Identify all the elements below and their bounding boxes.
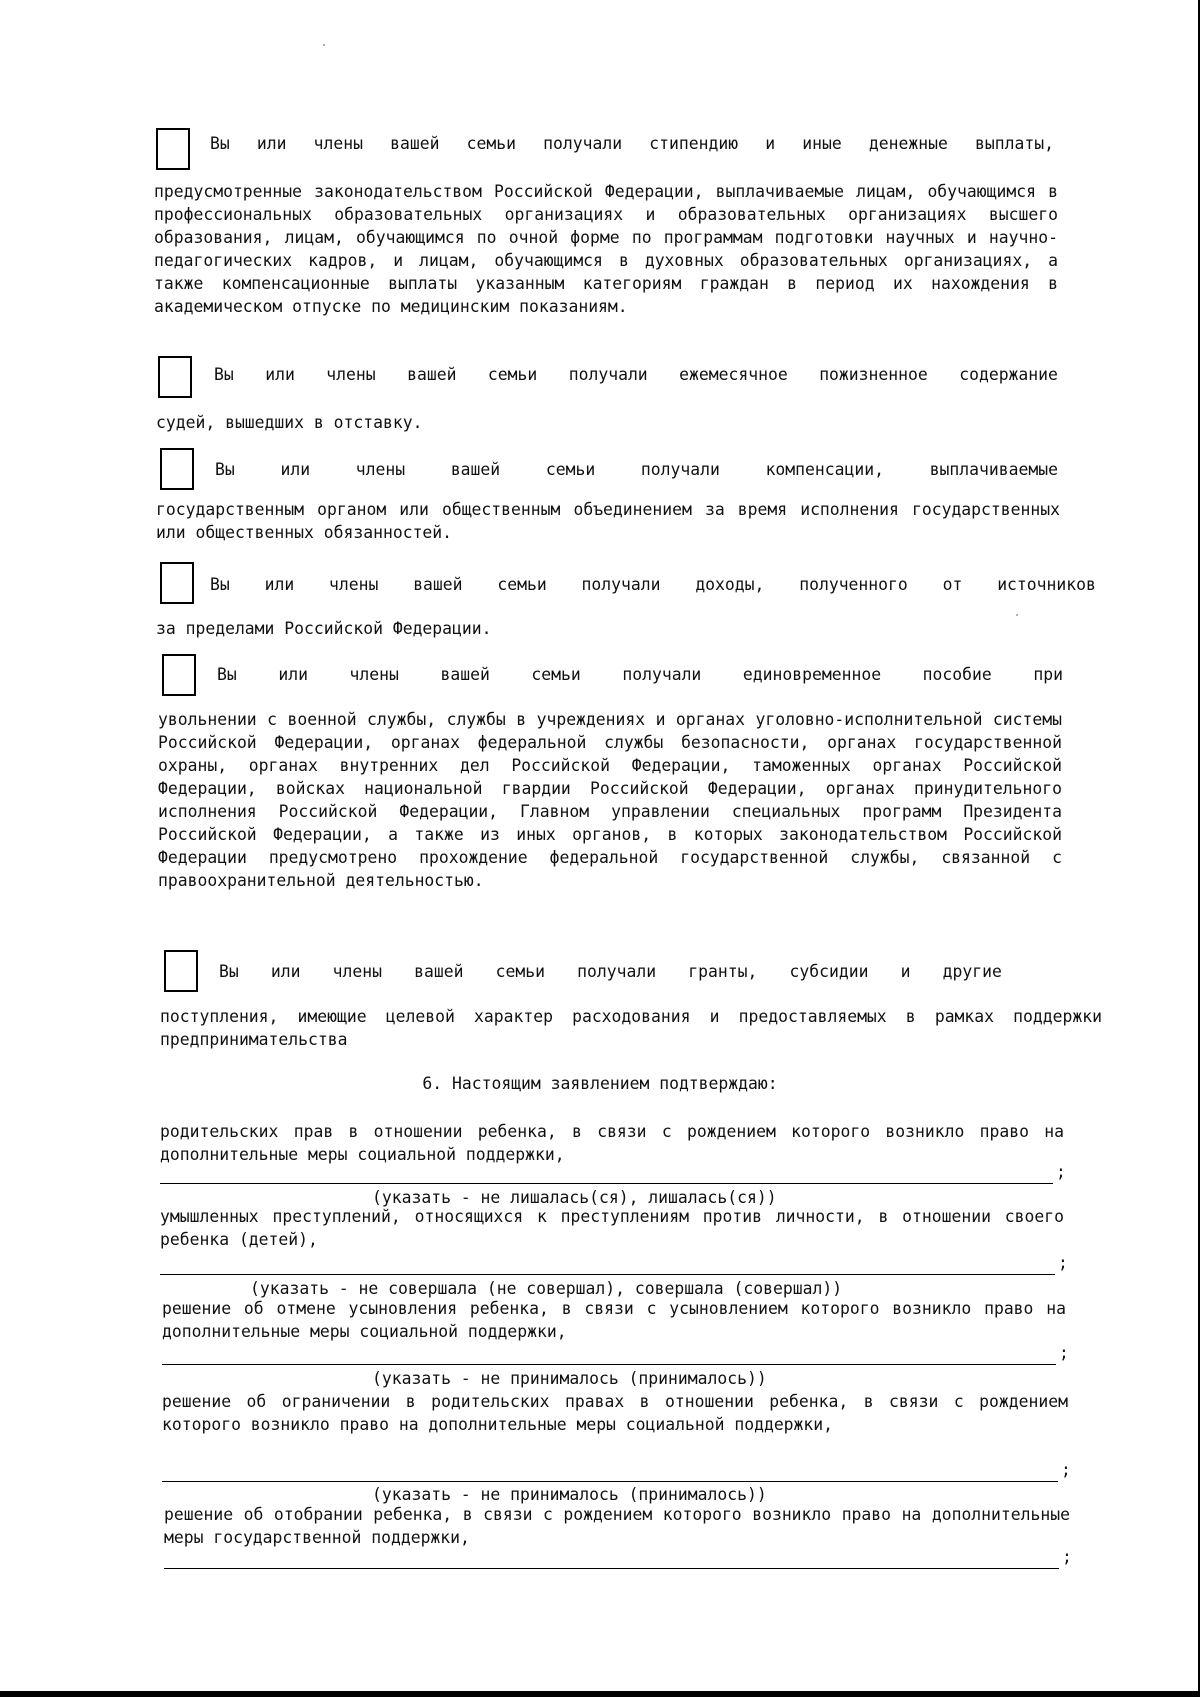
confirmation-5-end: ; <box>1062 1547 1072 1566</box>
scan-speck <box>1016 614 1018 616</box>
confirmation-3-hint: (указать - не принималось (принималось)) <box>372 1369 767 1388</box>
checkbox-duty-compensation[interactable] <box>160 448 194 490</box>
confirmation-3-input-line[interactable] <box>162 1364 1056 1365</box>
item-5-text: увольнении с военной службы, службы в учреждениях и органах уголовно-исполнительной системы Российской Федерации, органах федеральной службы безопасности, органах государственной охраны, органах внутренних дел Российской Федерации, таможенных органах Российской Федерации, войсках национальной гвардии Российской Федерации, органах принудительного исполнения Российской Федерации, Главном управлении специальных программ Президента Российской Федерации, а также из иных органов, в которых законодательством Российской Федерации предусмотрено прохождение федеральной государственной службы, связанной с правоохранительной деятельностью. <box>158 710 1062 890</box>
confirmation-4-text: решение об ограничении в родительских правах в отношении ребенка, в связи с рождением которого возникло право на дополнительные меры социальной поддержки, <box>162 1392 1068 1434</box>
item-1-text: предусмотренные законодательством Российской Федерации, выплачиваемые лицам, обучающимся в профессиональных образовательных организациях и образовательных организациях высшего образования, лицам, обучающимся по очной форме по программам подготовки научных и научно-педагогических кадров, и лицам, обучающимся в духовных образовательных организациях, а также компенсационные выплаты указанным категориям граждан в период их нахождения в академическом отпуске по медицинским показаниям. <box>154 182 1058 316</box>
checkbox-foreign-income[interactable] <box>160 562 194 604</box>
confirmation-3-text: решение об отмене усыновления ребенка, в связи с усыновлением которого возникло право на дополнительные меры социальной поддержки, <box>162 1299 1066 1341</box>
item-2-text: судей, вышедших в отставку. <box>156 413 423 432</box>
confirmation-2-end: ; <box>1058 1253 1068 1272</box>
item-6-text: поступления, имеющие целевой характер расходования и предоставляемых в рамках поддержки предпринимательства <box>160 1007 1102 1049</box>
confirmation-2-input-line[interactable] <box>160 1274 1055 1275</box>
item-3-first-line: Вы или члены вашей семьи получали компенсации, выплачиваемые <box>215 460 1058 479</box>
confirmation-1-hint: (указать - не лишалась(ся), лишалась(ся)) <box>372 1188 777 1207</box>
item-4-first-line: Вы или члены вашей семьи получали доходы, полученного от источников <box>210 575 1096 594</box>
item-3-text: государственным органом или общественным объединением за время исполнения государственных или общественных обязанностей. <box>156 500 1060 542</box>
confirmation-5-text: решение об отобрании ребенка, в связи с рождением которого возникло право на дополнительные меры государственной поддержки, <box>164 1505 1070 1547</box>
confirmation-4-hint: (указать - не принималось (принималось)) <box>372 1485 767 1504</box>
confirmation-5-input-line[interactable] <box>164 1568 1059 1569</box>
checkbox-stipend[interactable] <box>156 128 190 170</box>
checkbox-grants-subsidies[interactable] <box>164 950 198 992</box>
confirmation-3-end: ; <box>1059 1343 1069 1362</box>
scan-edge-bottom <box>0 1691 1200 1697</box>
confirmation-1-text: родительских прав в отношении ребенка, в связи с рождением которого возникло право на дополнительные меры социальной поддержки, <box>160 1122 1064 1164</box>
confirmation-1-end: ; <box>1056 1162 1066 1181</box>
item-2-first-line: Вы или члены вашей семьи получали ежемесячное пожизненное содержание <box>214 365 1058 384</box>
confirmation-4-end: ; <box>1061 1460 1071 1479</box>
confirmation-2-hint: (указать - не совершала (не совершал), совершала (совершал)) <box>250 1279 843 1298</box>
item-5-first-line: Вы или члены вашей семьи получали единовременное пособие при <box>217 665 1063 684</box>
section-heading: 6. Настоящим заявлением подтверждаю: <box>422 1074 778 1093</box>
confirmation-1-input-line[interactable] <box>160 1183 1053 1184</box>
confirmation-2-text: умышленных преступлений, относящихся к преступлениям против личности, в отношении своего ребенка (детей), <box>160 1207 1064 1249</box>
scan-speck <box>323 44 325 46</box>
item-1-first-line: Вы или члены вашей семьи получали стипендию и иные денежные выплаты, <box>210 134 1054 153</box>
item-4-text: за пределами Российской Федерации. <box>156 619 492 638</box>
confirmation-4-input-line[interactable] <box>162 1481 1058 1482</box>
item-6-first-line: Вы или члены вашей семьи получали гранты, субсидии и другие <box>219 962 1002 981</box>
checkbox-judges-allowance[interactable] <box>158 356 192 398</box>
checkbox-service-dismissal-benefit[interactable] <box>162 654 196 696</box>
